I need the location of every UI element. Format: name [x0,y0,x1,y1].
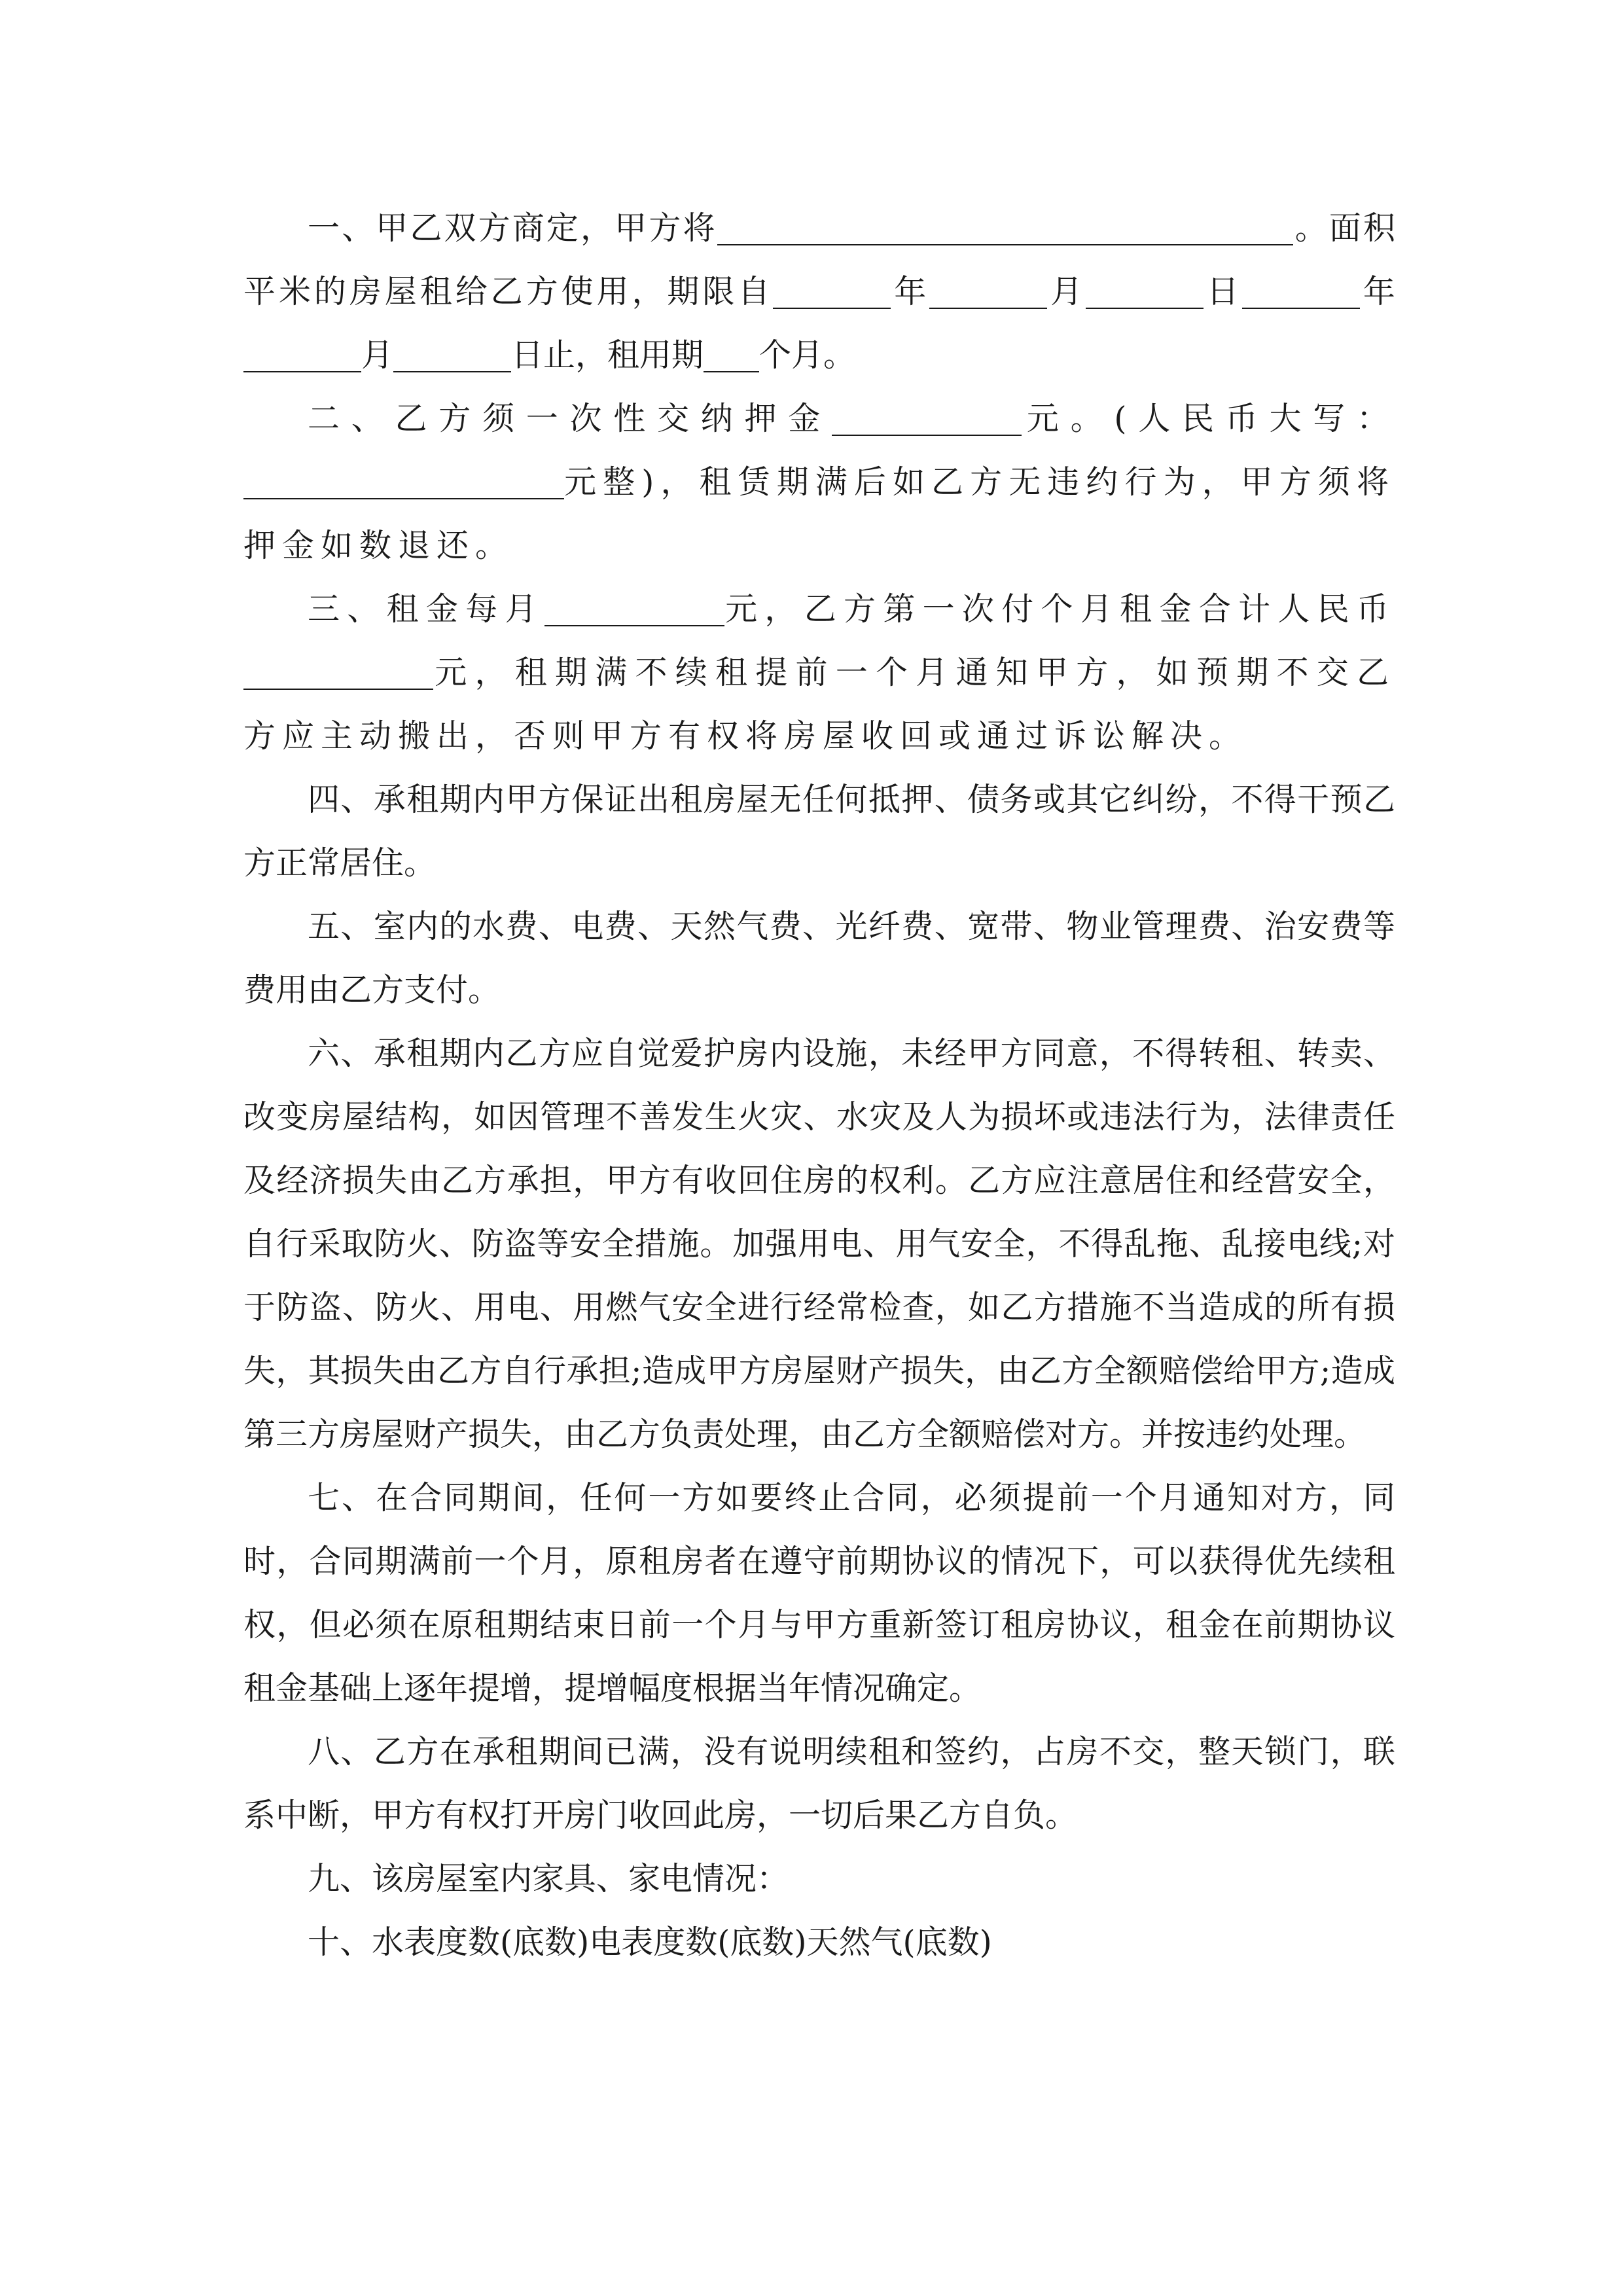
property-address-blank [717,206,1293,245]
end-month-blank [243,333,361,372]
clause-3-text-b: 元，乙方第一次付个月租金合计人民币 [724,590,1395,628]
clause-5: 五、室内的水费、电费、天然气费、光纤费、宽带、物业管理费、治安费等费用由乙方支付。 [243,908,1395,1009]
deposit-capital-blank [243,460,564,499]
start-year-blank [773,270,891,309]
clause-1-text-b: 。面积平米的房屋租给乙方使用，期限自 [243,209,1395,310]
clause-1-text-a: 一、甲乙双方商定，甲方将 [308,209,717,247]
lease-months-blank [704,333,759,372]
total-rent-blank [243,651,433,690]
clause-1-month-label: 月 [1047,273,1086,310]
clause-1 [243,196,1395,387]
clause-10: 十、水表度数(底数)电表度数(底数)天然气(底数) [308,1924,992,1961]
clause-4: 四、承租期内甲方保证出租房屋无任何抵押、债务或其它纠纷，不得干预乙方正常居住。 [243,781,1395,882]
clause-3-text-a: 三、租金每月 [308,590,544,628]
clause-7: 七、在合同期间，任何一方如要终止合同，必须提前一个月通知对方，同时，合同期满前一个月，原租房者在遵守前期协议的情况下，可以获得优先续租权，但必须在原租期结束日前一个月与甲方重新签订租房协议，租金在前期协议租金基础上逐年提增，提增幅度根据当年情况确定。 [243,1479,1395,1707]
clause-2-text-b: 元。(人民币大写： [1022,400,1395,437]
clause-9: 九、该房屋室内家具、家电情况： [308,1860,789,1897]
end-year-blank [1242,270,1360,309]
clause-2-text-c: 元整)，租赁期满后如乙方无违约行为，甲方须将押金如数退还。 [243,463,1395,564]
clause-1-year-label: 年 [891,273,930,310]
clause-6: 六、承租期内乙方应自觉爱护房内设施，未经甲方同意，不得转租、转卖、改变房屋结构，如因管理不善发生火灾、水灾及人为损坏或违法行为，法律责任及经济损失由乙方承担，甲方有收回住房的权利。乙方应注意居住和经营安全，自行采取防火、防盗等安全措施。加强用电、用气安全，不得乱拖、乱接电线;对于防盗、防火、用电、用燃气安全进行经常检查，如乙方措施不当造成的所有损失，其损失由乙方自行承担;造成甲方房屋财产损失，由乙方全额赔偿给甲方;造成第三方房屋财产损失，由乙方负责处理，由乙方全额赔偿对方。并按违约处理。 [243,1035,1395,1453]
clause-1-year-label-2: 年 [1359,273,1395,310]
start-day-blank [1086,270,1204,309]
clause-1-month-label-2: 月 [361,336,394,374]
clause-3 [243,577,1395,768]
monthly-rent-blank [544,587,724,626]
clause-1-day-label: 日 [1204,273,1242,310]
start-month-blank [929,270,1047,309]
clause-2 [243,387,1395,577]
clause-3-text-c: 元，租期满不续租提前一个月通知甲方，如预期不交乙方应主动搬出，否则甲方有权将房屋收回或通过诉讼解决。 [243,654,1395,755]
deposit-amount-blank [832,397,1022,436]
clause-8: 八、乙方在承租期间已满，没有说明续租和签约，占房不交，整天锁门，联系中断，甲方有权打开房门收回此房，一切后果乙方自负。 [243,1733,1395,1834]
clause-1-text-c: 日止，租用期 [511,336,704,374]
end-day-blank [393,333,511,372]
clause-2-text-a: 二、乙方须一次性交纳押金 [308,400,832,437]
contract-body [243,196,1395,1974]
clause-1-text-d: 个月。 [759,336,856,374]
